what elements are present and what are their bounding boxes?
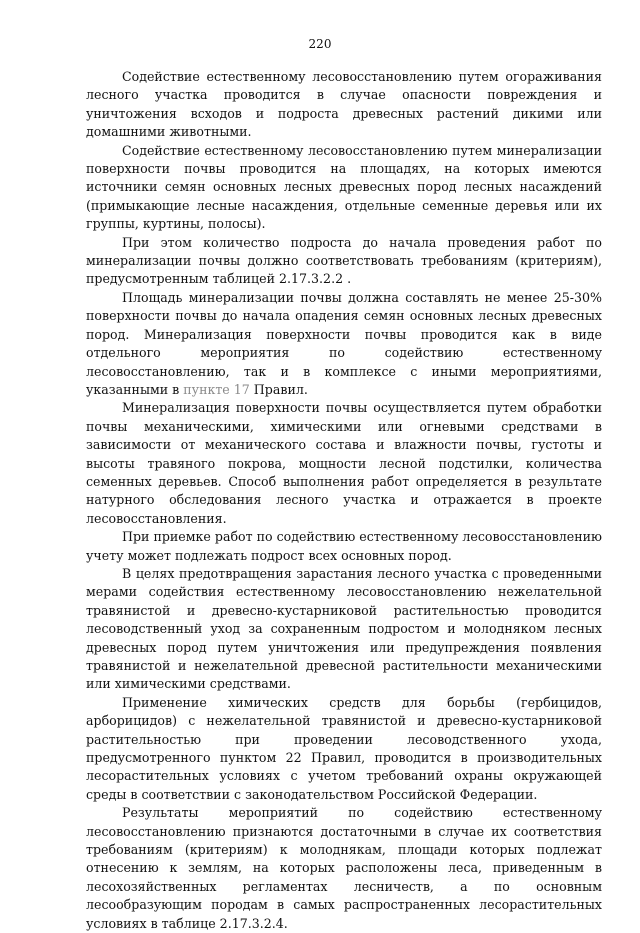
paragraph-fencing: Содействие естественному лесовосстановлению путем огораживания лесного участка проводится в случае опасности повреждения и уничтожения всходов и подроста древесных растений дикими или домашними животными. xyxy=(86,69,602,140)
paragraph-text-before-link: Площадь минерализации почвы должна составлять не менее 25-30% поверхности почвы до начала опадения семян основных лесных древесных пород. Минерализация поверхности почвы проводится как в виде отдельного мероприятия по содействию естественному лесовосстановлению, так и в комплексе с иными мероприятиями, указанными в xyxy=(86,289,602,397)
paragraph-results: Результаты мероприятий по содействию естественному лесовосстановлению признаются достаточными в случае их соответствия требованиям (критериям) к молоднякам, площади которых подлежат отнесению к землям, на которых расположены леса, приведенным в лесохозяйственных регламентах лесничеств, а по основным лесообразующим породам в самых распространенных лесорастительных условиях в таблице 2.17.3.2.4. xyxy=(86,805,602,931)
paragraph-chemical-means: Применение химических средств для борьбы (гербицидов, арборицидов) с нежелательной травянистой и древесно-кустарниковой растительностью при проведении лесоводственного ухода, предусмотренного пунктом 22 Правил, проводится в производительных лесорастительных условиях с учетом требований охраны окружающей среды в соответствии с законодательством Российской Федерации. xyxy=(86,694,602,802)
paragraph-mineralization-share xyxy=(86,289,602,399)
paragraph-undergrowth-requirements: При этом количество подроста до начала проведения работ по минерализации почвы должно соответствовать требованиям (критериям), предусмотренным таблицей 2.17.3.2.2 . xyxy=(86,234,602,287)
paragraph-silvicultural-care: В целях предотвращения зарастания лесного участка с проведенными мерами содействия естественному лесовосстановлению нежелательной травянистой и древесно-кустарниковой растительностью проводится лесоводственный уход за сохраненным подростом и молодняком лесных древесных пород путем уничтожения или предупреждения появления травянистой и нежелательной древесной растительности механическими или химическими средствами. xyxy=(86,565,602,692)
document-body xyxy=(86,68,602,933)
paragraph-mineralization-methods: Минерализация поверхности почвы осуществляется путем обработки почвы механическими, химическими или огневыми средствами в зависимости от механического состава и влажности почвы, густоты и высоты травяного покрова, мощности лесной подстилки, количества семенных деревьев. Способ выполнения работ определяется в результате натурного обследования лесного участка и отражается в проекте лесовосстановления. xyxy=(86,400,602,526)
paragraph-text-after-link: Правил. xyxy=(249,381,308,397)
rules-item-17-link[interactable]: пункте 17 xyxy=(183,381,250,397)
paragraph-mineralization-areas: Содействие естественному лесовосстановлению путем минерализации поверхности почвы проводится на площадях, на которых имеются источники семян основных лесных древесных пород лесных насаждений (примыкающие лесные насаждения, отдельные семенные деревья или их группы, куртины, полосы). xyxy=(86,142,602,232)
page-number: 220 xyxy=(308,37,332,51)
paragraph-acceptance: При приемке работ по содействию естественному лесовосстановлению учету может подлежать подрост всех основных пород. xyxy=(86,529,602,563)
